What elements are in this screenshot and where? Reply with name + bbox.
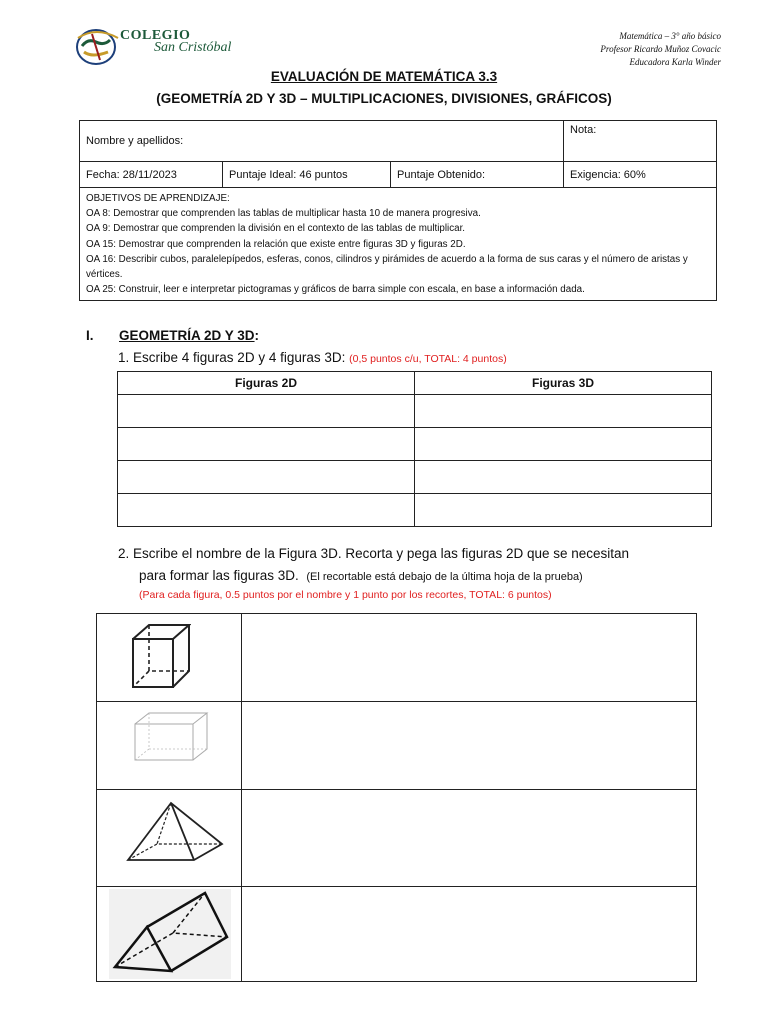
answer-cell-2d[interactable] <box>118 461 415 494</box>
objective-item: OA 16: Describir cubos, paralelepípedos, esferas, conos, cilindros y pirámides de acuerdo a la forma de sus caras y el número de aristas y vértices. <box>86 253 688 281</box>
shape-answer-cell[interactable] <box>242 887 697 982</box>
answer-cell-2d[interactable] <box>118 428 415 461</box>
question-2-points: (Para cada figura, 0.5 puntos por el nombre y 1 punto por los recortes, TOTAL: 6 puntos) <box>139 589 552 601</box>
question-1 <box>118 350 507 365</box>
school-name-line2: San Cristóbal <box>154 40 232 55</box>
ideal-score-cell: Puntaje Ideal: 46 puntos <box>223 162 391 188</box>
shape-answer-cell[interactable] <box>242 702 697 790</box>
answer-cell-2d[interactable] <box>118 395 415 428</box>
section-title: GEOMETRÍA 2D Y 3D <box>119 328 255 343</box>
question-1-points: (0,5 puntos c/u, TOTAL: 4 puntos) <box>349 353 507 365</box>
triangular-prism-icon <box>109 889 231 979</box>
student-info-table <box>79 120 717 301</box>
header-subject: Matemática – 3° año básico <box>619 31 721 41</box>
obtained-score-field[interactable]: Puntaje Obtenido: <box>391 162 564 188</box>
header-educator: Educadora Karla Winder <box>629 57 721 67</box>
question-2-line1: 2. Escribe el nombre de la Figura 3D. Recorta y pega las figuras 2D que se necesitan <box>118 546 630 561</box>
answer-cell-3d[interactable] <box>415 494 712 527</box>
square-pyramid-icon <box>125 800 225 866</box>
figures-table <box>117 371 712 527</box>
cube-icon <box>129 619 191 691</box>
date-cell: Fecha: 28/11/2023 <box>80 162 223 188</box>
grade-label: Nota: <box>570 124 597 136</box>
header-info <box>600 30 721 69</box>
objective-item: OA 15: Demostrar que comprenden la relación que existe entre figuras 3D y figuras 2D. <box>86 238 466 250</box>
shape-cell <box>97 887 242 982</box>
question-2 <box>118 543 728 602</box>
section-number: I. <box>86 328 94 343</box>
objectives-cell <box>80 188 717 301</box>
answer-cell-3d[interactable] <box>415 428 712 461</box>
objectives-title: OBJETIVOS DE APRENDIZAJE: <box>86 193 230 204</box>
shape-cell <box>97 790 242 887</box>
grade-field[interactable] <box>564 121 717 162</box>
shape-cell <box>97 702 242 790</box>
objective-item: OA 25: Construir, leer e interpretar pictogramas y gráficos de barra simple con escala, en base a información dada. <box>86 284 585 296</box>
question-2-line2: para formar las figuras 3D. <box>139 568 299 583</box>
school-name-line1: COLEGIO <box>120 28 191 43</box>
col-figures-2d: Figuras 2D <box>118 372 415 395</box>
shape-cell <box>97 614 242 702</box>
shape-answer-cell[interactable] <box>242 614 697 702</box>
rectangular-prism-icon <box>131 710 213 764</box>
shape-answer-cell[interactable] <box>242 790 697 887</box>
col-figures-3d: Figuras 3D <box>415 372 712 395</box>
name-label: Nombre y apellidos: <box>86 135 184 147</box>
name-field[interactable] <box>80 121 564 162</box>
question-1-text: 1. Escribe 4 figuras 2D y 4 figuras 3D: <box>118 350 350 365</box>
objective-item: OA 9: Demostrar que comprenden la división en el contexto de las tablas de multiplicar. <box>86 223 466 235</box>
requirement-cell: Exigencia: 60% <box>564 162 717 188</box>
answer-cell-3d[interactable] <box>415 395 712 428</box>
school-logo <box>74 24 249 70</box>
page-subtitle: (GEOMETRÍA 2D Y 3D – MULTIPLICACIONES, DIVISIONES, GRÁFICOS) <box>156 91 612 106</box>
answer-cell-2d[interactable] <box>118 494 415 527</box>
header-teacher: Profesor Ricardo Muñoz Covacic <box>600 44 721 54</box>
globe-logo-icon <box>74 24 122 70</box>
section-heading <box>86 328 259 343</box>
answer-cell-3d[interactable] <box>415 461 712 494</box>
objective-item: OA 8: Demostrar que comprenden las tablas de multiplicar hasta 10 de manera progresiva. <box>86 208 481 220</box>
shapes-table <box>96 613 697 982</box>
section-colon: : <box>254 328 260 343</box>
page-title: EVALUACIÓN DE MATEMÁTICA 3.3 <box>270 69 498 84</box>
question-2-note: (El recortable está debajo de la última hoja de la prueba) <box>306 571 583 583</box>
